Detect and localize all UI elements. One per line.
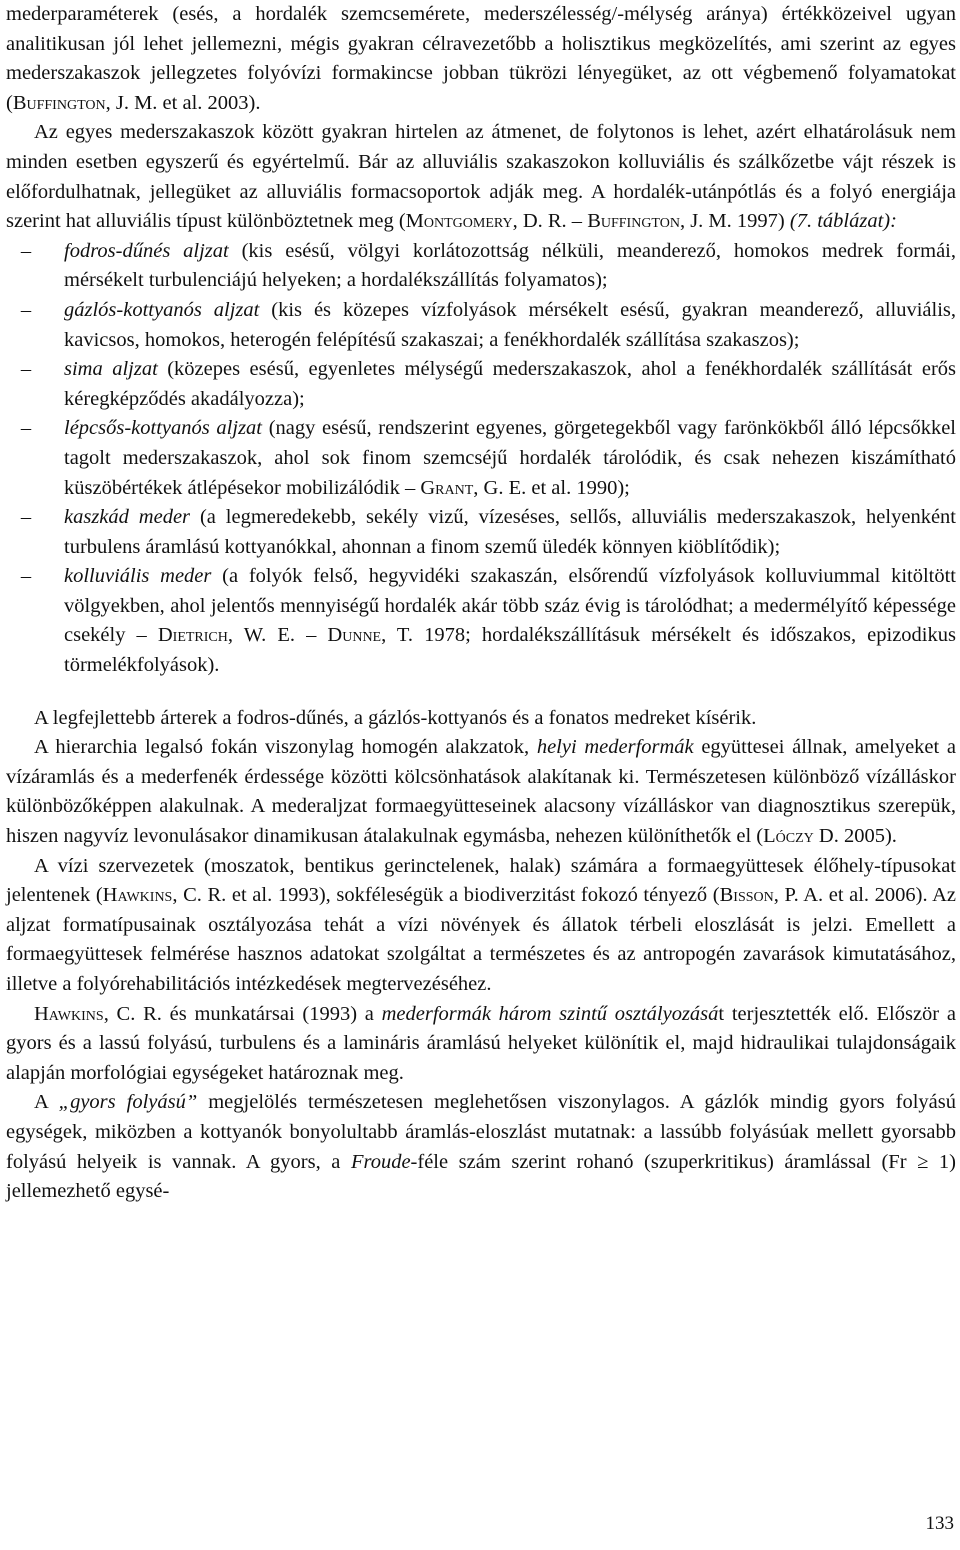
paragraph-floodplains	[6, 704, 956, 734]
citation-author: Buffington	[12, 91, 106, 114]
citation-tail: , J. M. 1997)	[679, 210, 790, 233]
list-item-term: sima aljzat	[64, 358, 158, 381]
list-item-term: kaszkád meder	[64, 506, 191, 529]
paragraph-text: együttesei állnak, amelyeket a vízáramlás és a mederfenék érdessége közötti kölcsönhatások alakítanak ki. Természetesen különböző vízálláskor különbözőképpen alakulnak. A mederaljzat formaegyütteseinek alacsony vízálláskor van diagnosztikus szerepük, hiszen nagyvíz levonulásakor dinamikusan átalakulnak egymásba, nehezen különíthetők el (	[6, 736, 956, 848]
dash-bullet: –	[20, 239, 32, 262]
paragraph-text: -féle szám szerint rohanó (szuperkritikus) áramlással (Fr ≥ 1) jellemezhető egysé-	[6, 1150, 956, 1203]
citation-tail: , T. 1978; hordalékszállításuk mérsékelt és időszakos, epizodikus törmelékfolyások).	[64, 624, 956, 677]
list-item-ripple-dune	[6, 237, 956, 296]
paragraph-text: megjelölés természetesen meglehetősen viszonylagos. A gázlók mindig gyors folyású egységek, miközben a kottyanók bonyolultabb áramlás-eloszlást mutatnak: a lassúbb folyásúak mellett gyorsabb folyású helyeik is vannak. A gyors, a	[6, 1091, 956, 1173]
list-item-pool-riffle	[6, 296, 956, 355]
list-item-cascade	[6, 503, 956, 562]
citation-author: Montgomery	[405, 210, 513, 233]
paragraph-text: A hierarchia legalsó fokán viszonylag homogén alakzatok,	[34, 736, 537, 759]
list-item-step-pool	[6, 414, 956, 503]
citation-author: Dunne	[327, 624, 382, 647]
paragraph-text: Az egyes mederszakaszok között gyakran hirtelen az átmenet, de folytonos is lehet, azért elhatárolásuk nem minden esetben egyszerű és egyértelmű. Bár az alluviális szakaszokon kolluviális és szálkőzetbe vájt részek is előfordulhatnak, jellegüket az alluviális formacsoportok adják meg. A hordalék-utánpótlás és a folyó energiája szerint hat alluviális típust különböztetnek meg (	[6, 121, 956, 233]
citation-author: Buffington	[587, 210, 680, 233]
paragraph-text: mederparaméterek (esés, a hordalék szemcsemérete, mederszélesség/-mélység aránya) értékközeivel ugyan analitikusan jól lehet jellemezni, mégis gyakran célravezetőbb a holisztikus megközelítés, ami szerint az egyes mederszakaszok jellegzetes folyóvízi formakincse jobban tükrözi lényegüket, az ott végbemenő folyamatokat (	[6, 3, 956, 114]
paragraph-habitats	[6, 852, 956, 1000]
citation-author: Hawkins	[34, 1002, 104, 1025]
list-item-text: (kis és közepes vízfolyások mérsékelt esésű, gyakran meanderező, alluviális, kavicsos, homokos, heterogén felépítésű szakaszai; a fenékhordalék szállítása szakaszos);	[64, 298, 957, 351]
paragraph-text: A	[34, 1091, 59, 1114]
citation-author: Hawkins	[102, 884, 173, 907]
citation-separator: , D. R. –	[512, 210, 588, 233]
list-item-text: (nagy esésű, rendszerint egyenes, görgetegekből vagy farönkökből álló lépcsőkkel tagolt mederszakaszok, ahol sok finom szemcséjű hordalék tárolódik, és csak nehezen kiszámítható küszöbértékek átlépésekor mobilizálódik –	[64, 417, 956, 499]
list-item-text: (a folyók felső, hegyvidéki szakaszán, elsőrendű vízfolyások kolluviummal kitöltött völgyekben, ahol jelentős mennyiségű hordalék akár több száz évig is tárolódhat; a medermélyítő képessége csekély –	[64, 565, 956, 647]
paragraph-local-bedforms	[6, 733, 956, 851]
citation-separator: , W. E. –	[227, 624, 328, 647]
citation-tail: D. 2005).	[813, 825, 897, 848]
term-emphasis: helyi mederformák	[536, 736, 694, 759]
citation-tail: , G. E. et al. 1990);	[473, 476, 630, 499]
paragraph-text: , P. A. et al. 2006). Az aljzat formatípusainak osztályozása tehát a vízi növények és állatok térbeli eloszlását is jelzi. Emellett a formaegyüttesek felmérése hasznos adatokat szolgáltat a természetes és az antropogén zavarások kimutatásához, illetve a folyórehabilitációs intézkedések megtervezéséhez.	[6, 884, 956, 995]
citation-author: Bisson	[719, 884, 774, 907]
bed-type-list	[6, 237, 956, 681]
citation-tail: , J. M. et al. 2003).	[105, 91, 261, 114]
document-page	[6, 0, 956, 1207]
paragraph-fast-flow	[6, 1088, 956, 1206]
list-item-term: gázlós-kottyanós aljzat	[64, 298, 260, 321]
citation-author: Dietrich	[157, 624, 228, 647]
list-item-term: fodros-dűnés aljzat	[64, 239, 229, 262]
list-item-colluvial	[6, 562, 956, 680]
paragraph-classification	[6, 1000, 956, 1089]
page-number: 133	[925, 1513, 954, 1534]
dash-bullet: –	[20, 298, 32, 321]
dash-bullet: –	[20, 565, 32, 588]
list-item-text: (a legmeredekebb, sekély vizű, vízeséses, sellős, alluviális mederszakaszok, helyenként turbulens áramlású kottyanókkal, ahonnan a finom szemű üledék könnyen kiöblítődik);	[64, 506, 956, 558]
paragraph-alluvial-types	[6, 118, 956, 236]
list-item-term: lépcsős-kottyanós aljzat	[64, 417, 262, 440]
citation-author: Lóczy	[763, 825, 814, 848]
list-item-plane-bed	[6, 355, 956, 414]
paragraph-text: , C. R. és munkatársai (1993) a	[103, 1002, 382, 1025]
dash-bullet: –	[20, 358, 32, 381]
paragraph-text: t terjesztették elő. Először a gyors és a lassú folyású, turbulens és a lamináris áramlású helyeket különítik el, majd hidraulikai tulajdonságaik alapján morfológiai egységeket határoznak meg.	[6, 1002, 956, 1084]
list-item-text: (kis esésű, völgyi korlátozottság nélküli, meanderező, homokos medrek formái, mérsékelt turbulenciájú helyeken; a hordalékszállítás folyamatos);	[64, 239, 956, 292]
paragraph-text: A legfejlettebb árterek a fodros-dűnés, a gázlós-kottyanós és a fonatos medreket kísérik.	[34, 706, 757, 729]
dash-bullet: –	[20, 417, 32, 440]
table-reference: (7. táblázat):	[789, 210, 897, 233]
paragraph-intro-continued	[6, 0, 956, 118]
citation-author: Grant	[420, 476, 474, 499]
term-emphasis: „gyors folyású”	[58, 1091, 198, 1114]
list-item-text: (közepes esésű, egyenletes mélységű mederszakaszok, ahol a fenékhordalék szállítását erős kéregképződés akadályozza);	[64, 358, 956, 410]
citation-separator: , C. R. et al. 1993), sokféleségük a biodiverzitást fokozó tényező (	[172, 884, 720, 907]
term-emphasis: mederformák három szintű osztályozásá	[381, 1002, 719, 1025]
dash-bullet: –	[20, 506, 32, 529]
paragraph-text: A vízi szervezetek (moszatok, bentikus gerinctelenek, halak) számára a formaegyüttesek élőhely-típusokat jelentenek (	[6, 854, 956, 907]
term-emphasis: Froude	[350, 1150, 411, 1173]
list-item-term: kolluviális meder	[64, 565, 212, 588]
